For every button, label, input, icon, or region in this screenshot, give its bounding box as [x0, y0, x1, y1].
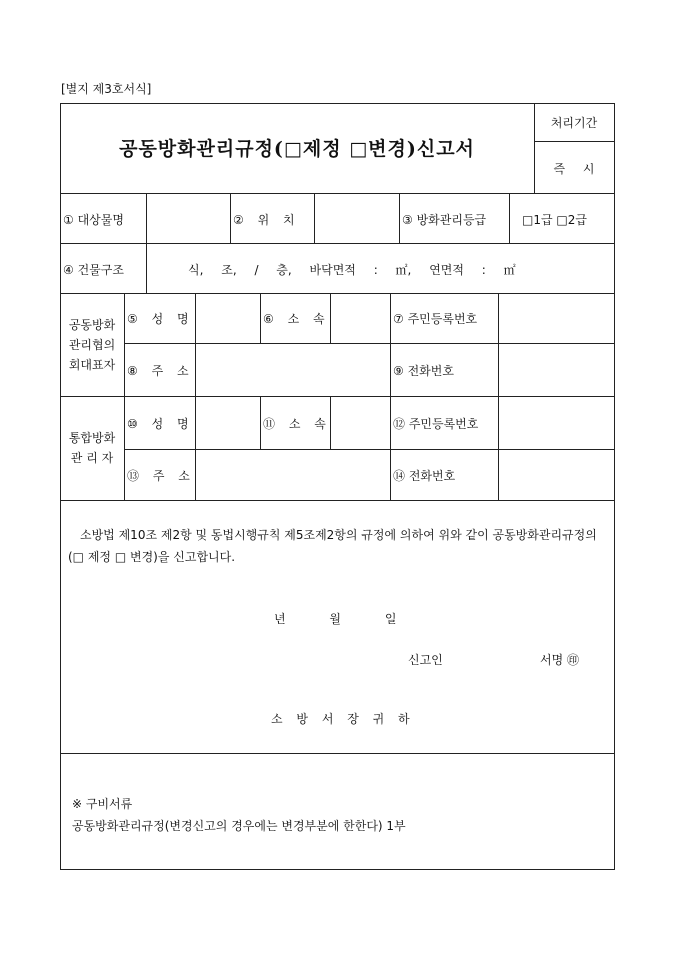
processing-period-value: 즉 시 [553, 162, 595, 176]
fire-grade-label: ③ 방화관리등급 [402, 213, 487, 227]
manager-address-label: ⑬ 주 소 [127, 469, 190, 483]
declaration-date: 년 월 일 [274, 612, 397, 626]
rep-address-label: ⑧ 주 소 [127, 364, 189, 378]
manager-id-number-label: ⑫ 주민등록번호 [393, 417, 479, 431]
manager-phone-label: ⑭ 전화번호 [393, 469, 456, 483]
processing-period-label: 처리기간 [550, 116, 598, 130]
form-label: [별지 제3호서식] [61, 82, 152, 96]
fire-grade-checkboxes[interactable]: □1급 □2급 [522, 213, 587, 227]
declaration-paragraph: 소방법 제10조 제2항 및 동법시행규칙 제5조제2항의 규정에 의하여 위와 같이 공동방화관리규정의 (□ 제정 □ 변경)을 신고합니다. [68, 528, 597, 564]
location-label: ② 위 치 [233, 213, 295, 227]
form-title: 공동방화관리규정(□제정 □변경)신고서 [119, 138, 475, 160]
building-structure-fill: 식, 조, / 층, 바닥면적 : ㎡, 연면적 : ㎡ [188, 263, 516, 277]
building-structure-label: ④ 건물구조 [63, 263, 124, 277]
integrated-manager-label: 통합방화 관 리 자 [68, 431, 116, 465]
addressee: 소 방 서 장 귀 하 [271, 712, 410, 726]
required-documents-heading: ※ 구비서류 [72, 797, 133, 811]
rep-phone-label: ⑨ 전화번호 [393, 364, 454, 378]
signature-label: 서명 ㊞ [540, 653, 579, 667]
target-name-label: ① 대상물명 [63, 213, 124, 227]
manager-name-label: ⑩ 성 명 [127, 417, 189, 431]
rep-name-label: ⑤ 성 명 [127, 312, 189, 326]
rep-id-number-label: ⑦ 주민등록번호 [393, 312, 478, 326]
declarant-label: 신고인 [408, 653, 443, 667]
required-documents-item: 공동방화관리규정(변경신고의 경우에는 변경부분에 한한다) 1부 [72, 819, 406, 833]
council-representative-label: 공동방화 관리협의 회대표자 [68, 318, 116, 372]
rep-affiliation-label: ⑥ 소 속 [263, 312, 325, 326]
manager-affiliation-label: ⑪ 소 속 [263, 417, 326, 431]
